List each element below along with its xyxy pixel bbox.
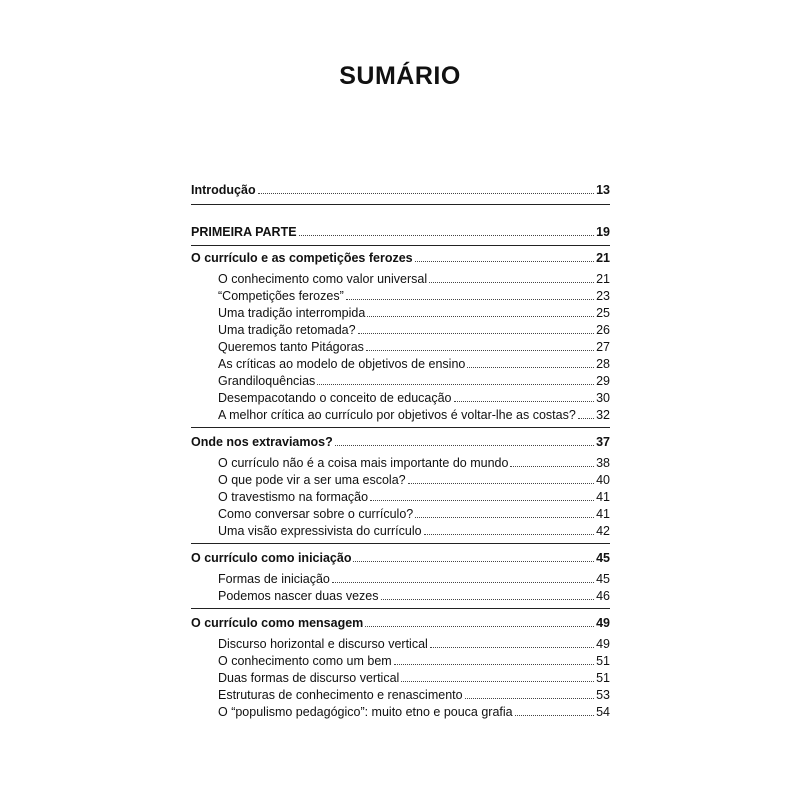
toc-entry-label: O currículo como iniciação — [191, 551, 352, 565]
toc-entry-label: Formas de iniciação — [218, 572, 330, 586]
toc-entry-page: 54 — [596, 705, 610, 719]
toc-entry-page: 23 — [596, 289, 610, 303]
toc-chapter-iniciacao — [191, 548, 610, 565]
toc-subentry — [218, 634, 610, 651]
dot-leader — [401, 681, 594, 682]
dot-leader — [381, 599, 595, 600]
toc-subentry — [218, 269, 610, 286]
toc-entry-page: 46 — [596, 589, 610, 603]
dot-leader — [430, 647, 594, 648]
dot-leader — [367, 316, 594, 317]
toc-subentry — [218, 521, 610, 538]
toc-entry-introducao — [191, 180, 610, 197]
dot-leader — [424, 534, 595, 535]
toc-entry-label: O currículo como mensagem — [191, 616, 364, 630]
toc-subentry — [218, 320, 610, 337]
toc-subentry — [218, 586, 610, 603]
toc-subentry — [218, 504, 610, 521]
toc-subentry — [218, 470, 610, 487]
dot-leader — [510, 466, 594, 467]
toc-entry-page: 40 — [596, 473, 610, 487]
toc-entry-label: Onde nos extraviamos? — [191, 435, 333, 449]
dot-leader — [299, 235, 595, 236]
toc-entry-label: As críticas ao modelo de objetivos de ensino — [218, 357, 466, 371]
toc-entry-label: Uma visão expressivista do currículo — [218, 524, 422, 538]
dot-leader — [332, 582, 594, 583]
dot-leader — [415, 517, 594, 518]
dot-leader — [258, 193, 595, 194]
toc-subentry — [218, 453, 610, 470]
dot-leader — [465, 698, 595, 699]
toc-subentry — [218, 569, 610, 586]
section-divider — [191, 427, 610, 428]
dot-leader — [370, 500, 594, 501]
toc-entry-page: 21 — [596, 272, 610, 286]
toc-subentry — [218, 668, 610, 685]
toc-entry-page: 26 — [596, 323, 610, 337]
toc-entry-page: 41 — [596, 507, 610, 521]
toc-entry-label: Queremos tanto Pitágoras — [218, 340, 364, 354]
toc-subentry — [218, 371, 610, 388]
dot-leader — [515, 715, 594, 716]
toc-entry-label: Introdução — [191, 183, 256, 197]
toc-subentry — [218, 651, 610, 668]
dot-leader — [346, 299, 594, 300]
section-divider — [191, 245, 610, 246]
toc-entry-page: 21 — [596, 251, 610, 265]
dot-leader — [467, 367, 594, 368]
toc-entry-primeira-parte — [191, 222, 610, 239]
toc-entry-page: 51 — [596, 671, 610, 685]
toc-entry-page: 37 — [596, 435, 610, 449]
toc-entry-label: Grandiloquências — [218, 374, 316, 388]
toc-subentry — [218, 354, 610, 371]
toc-entry-label: O conhecimento como valor universal — [218, 272, 428, 286]
section-divider — [191, 543, 610, 544]
dot-leader — [353, 561, 594, 562]
section-divider — [191, 204, 610, 205]
toc-entry-page: 51 — [596, 654, 610, 668]
toc-entry-label: “Competições ferozes” — [218, 289, 344, 303]
dot-leader — [365, 626, 594, 627]
dot-leader — [408, 483, 594, 484]
section-divider — [191, 608, 610, 609]
toc-subentry — [218, 702, 610, 719]
toc-entry-page: 13 — [596, 183, 610, 197]
dot-leader — [394, 664, 594, 665]
toc-entry-label: Podemos nascer duas vezes — [218, 589, 379, 603]
dot-leader — [415, 261, 594, 262]
toc-subentry — [218, 286, 610, 303]
toc-entry-page: 25 — [596, 306, 610, 320]
dot-leader — [317, 384, 594, 385]
toc-entry-label: Uma tradição retomada? — [218, 323, 356, 337]
toc-chapter-competicoes — [191, 248, 610, 265]
toc-subentry — [218, 303, 610, 320]
toc-entry-page: 27 — [596, 340, 610, 354]
dot-leader — [366, 350, 594, 351]
toc-subentry — [218, 685, 610, 702]
toc-entry-page: 29 — [596, 374, 610, 388]
toc-entry-page: 45 — [596, 551, 610, 565]
toc-entry-page: 19 — [596, 225, 610, 239]
toc-entry-page: 53 — [596, 688, 610, 702]
dot-leader — [578, 418, 594, 419]
toc-entry-label: PRIMEIRA PARTE — [191, 225, 297, 239]
toc-entry-label: Uma tradição interrompida — [218, 306, 366, 320]
toc-entry-label: Como conversar sobre o currículo? — [218, 507, 414, 521]
dot-leader — [358, 333, 595, 334]
toc-entry-label: Discurso horizontal e discurso vertical — [218, 637, 428, 651]
toc-entry-label: O currículo não é a coisa mais importante do mundo — [218, 456, 509, 470]
toc-entry-page: 49 — [596, 616, 610, 630]
toc-entry-label: O currículo e as competições ferozes — [191, 251, 413, 265]
toc-chapter-extraviamos — [191, 432, 610, 449]
dot-leader — [454, 401, 595, 402]
toc-entry-page: 28 — [596, 357, 610, 371]
toc-entry-page: 45 — [596, 572, 610, 586]
toc-chapter-mensagem — [191, 613, 610, 630]
toc-subentry — [218, 337, 610, 354]
toc-entry-label: O travestismo na formação — [218, 490, 369, 504]
toc-subentry — [218, 388, 610, 405]
toc-entry-label: Duas formas de discurso vertical — [218, 671, 400, 685]
dot-leader — [429, 282, 594, 283]
toc-entry-label: O que pode vir a ser uma escola? — [218, 473, 406, 487]
toc-entry-label: Estruturas de conhecimento e renascimento — [218, 688, 463, 702]
toc-entry-label: O “populismo pedagógico”: muito etno e pouca grafia — [218, 705, 513, 719]
toc-subentry — [218, 487, 610, 504]
toc-entry-page: 42 — [596, 524, 610, 538]
dot-leader — [335, 445, 594, 446]
toc-entry-label: A melhor crítica ao currículo por objetivos é voltar-lhe as costas? — [218, 408, 576, 422]
toc-entry-label: Desempacotando o conceito de educação — [218, 391, 452, 405]
toc-entry-page: 32 — [596, 408, 610, 422]
toc-entry-label: O conhecimento como um bem — [218, 654, 392, 668]
toc-entry-page: 30 — [596, 391, 610, 405]
toc-entry-page: 38 — [596, 456, 610, 470]
toc-entry-page: 41 — [596, 490, 610, 504]
toc-entry-page: 49 — [596, 637, 610, 651]
page-title: SUMÁRIO — [339, 62, 461, 90]
toc-subentry — [218, 405, 610, 422]
